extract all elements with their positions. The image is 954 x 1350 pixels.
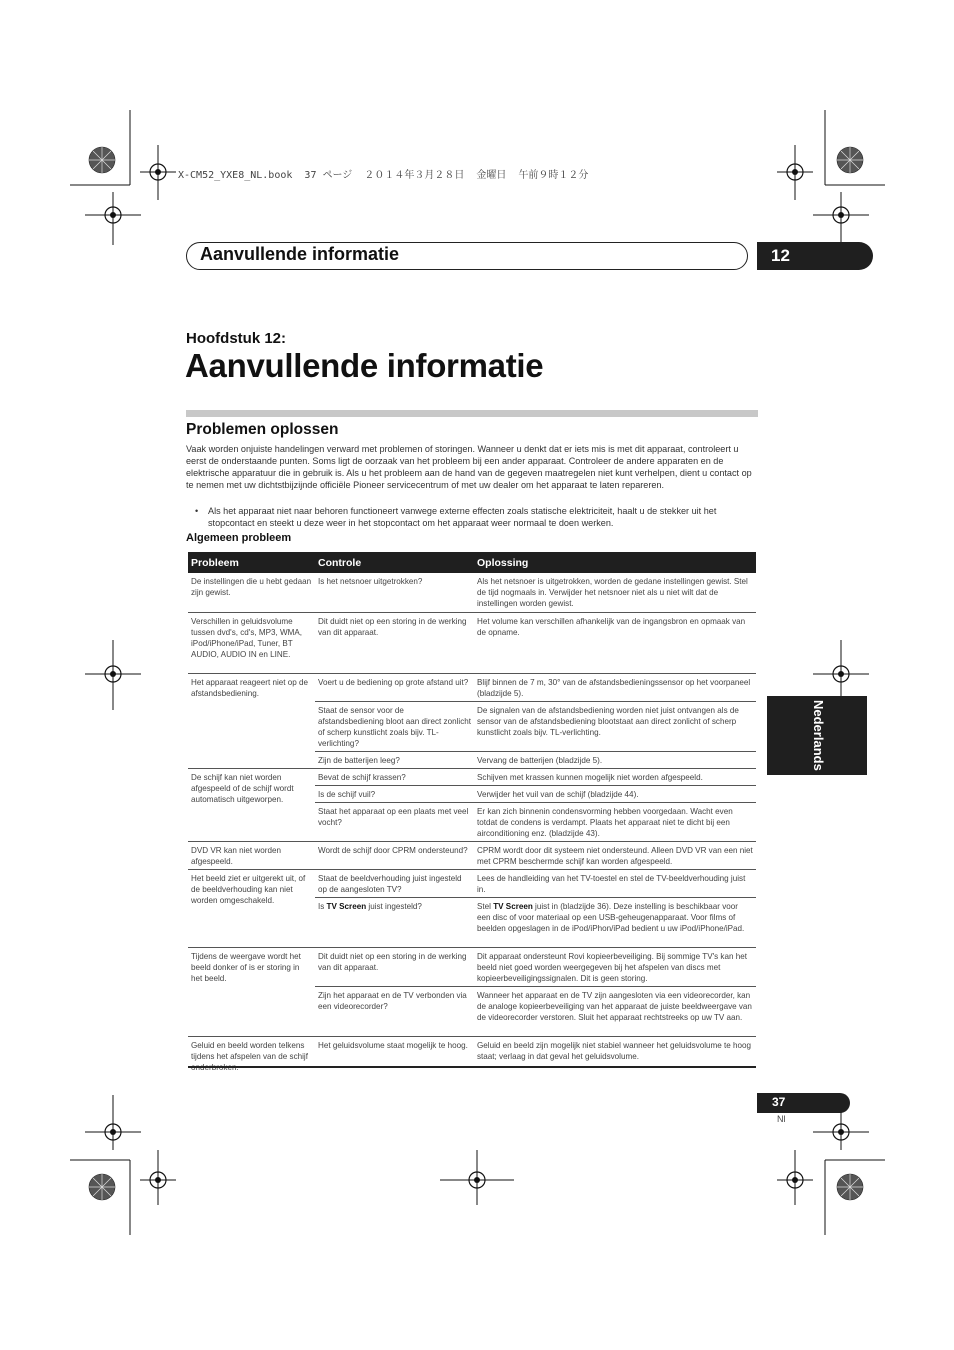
cell-oplossing: Dit apparaat ondersteunt Rovi kopieerbeveiliging. Bij sommige TV's kan het beeld niet goed worden weergegeven bij het afspelen van discs met kopieerbeveiligingssignalen. Dit is geen storing. [474, 947, 756, 986]
bullet-text: Als het apparaat niet naar behoren functioneert vanwege externe effecten zoals statische elektriciteit, haalt u de stekker uit het stopcontact en steekt u deze weer in het stopcontact om het apparaat weer normaal te doen werken. [208, 506, 717, 528]
table-row [188, 751, 756, 768]
cell-controle: Is het netsnoer uitgetrokken? [318, 577, 423, 586]
setting-name: TV Screen [493, 901, 533, 911]
chapter-label: Hoofdstuk 12: [186, 330, 287, 347]
column-header-probleem: Probleem [188, 552, 315, 573]
table-row [188, 612, 756, 673]
cell-oplossing: Verwijder het vuil van de schijf (bladzijde 44). [474, 785, 756, 802]
cell-probleem [188, 701, 315, 751]
table-subtitle: Algemeen probleem [186, 532, 292, 544]
cell-controle: Zijn het apparaat en de TV verbonden via een videorecorder? [315, 986, 474, 1036]
oplossing-text-pre: Stel [477, 901, 494, 911]
cell-controle: Bevat de schijf krassen? [315, 768, 474, 785]
table-row [188, 841, 756, 869]
intro-paragraph: Vaak worden onjuiste handelingen verward met problemen of storingen. Wanneer u denkt dat er iets mis is met dit apparaat, controleert u eerst de onderstaande punten. Soms ligt de oorzaak van het probleem bij een ander apparaat. Controleer de andere apparaten en de elektrische apparatuur die in gebruik is. Als u het probleem aan de hand van de gegeven maatregelen niet kunt verhelpen, dient u contact op te nemen met uw dichtstbijzijnde officiële Pioneer servicecentrum of met uw dealer om het apparaat te laten repareren. [186, 444, 752, 490]
table-row [188, 701, 756, 751]
cell-oplossing: Wanneer het apparaat en de TV zijn aangesloten via een videorecorder, kan de analoge kopieerbeveiliging van het apparaat de juiste beeldweergave van de videorecorder verstoren. Sluit het apparaat rechtstreeks op uw TV aan. [474, 986, 756, 1036]
cell-probleem: Het beeld ziet er uitgerekt uit, of de beeldverhouding kan niet worden omgeschakeld. [188, 869, 315, 947]
controle-text-post: juist ingesteld? [366, 901, 422, 911]
page-title: Aanvullende informatie [185, 347, 544, 384]
cell-controle: Zijn de batterijen leeg? [315, 751, 474, 768]
setting-name: TV Screen [326, 901, 367, 911]
cell-probleem [188, 751, 315, 768]
print-metadata: X-CM52_YXE8_NL.book 37 ページ ２０１４年３月２８日 金曜日 午前９時１２分 [178, 170, 589, 181]
table-row [188, 947, 756, 986]
cell-controle: Wordt de schijf door CPRM ondersteund? [315, 841, 474, 869]
bullet-symbol: • [195, 506, 199, 516]
cell-oplossing: Vervang de batterijen (bladzijde 5). [474, 751, 756, 768]
cell-oplossing: Er kan zich binnenin condensvorming hebben voorgedaan. Wacht even totdat de condens is verdampt. Plaats het apparaat niet te dicht bij een airconditioning enz. (bladzijde 43). [474, 802, 756, 841]
cell-oplossing: Schijven met krassen kunnen mogelijk niet worden afgespeeld. [474, 768, 756, 785]
cell-probleem: Verschillen in geluidsvolume tussen dvd's, cd's, MP3, WMA, iPod/iPhone/iPad, Tuner, BT AUDIO, AUDIO IN en LINE. [188, 612, 315, 673]
table-row [188, 673, 756, 701]
cell-controle: Staat de sensor voor de afstandsbediening bloot aan direct zonlicht of scherp kunstlicht zoals bijv. TL-verlichting? [315, 701, 474, 751]
cell-oplossing: Geluid en beeld zijn mogelijk niet stabiel wanneer het geluidsvolume te hoog staat; verlaag in dat geval het geluidsvolume. [474, 1036, 756, 1075]
header-title: Aanvullende informatie [200, 244, 400, 264]
cell-controle: Het geluidsvolume staat mogelijk te hoog. [315, 1036, 474, 1075]
cell-oplossing: Blijf binnen de 7 m, 30° van de afstandsbedieningssensor op het voorpaneel (bladzijde 5). [474, 673, 756, 701]
cell-oplossing: Het volume kan verschillen afhankelijk van de ingangsbron en opmaak van de opname. [474, 612, 756, 673]
cell-controle: Dit duidt niet op een storing in de werking van dit apparaat. [315, 612, 474, 673]
cell-controle: Is de schijf vuil? [315, 785, 474, 802]
cell-controle: Dit duidt niet op een storing in de werking van dit apparaat. [315, 947, 474, 986]
section-divider [186, 410, 758, 417]
table-row [188, 1036, 756, 1075]
table-row [188, 869, 756, 897]
troubleshooting-table [188, 552, 756, 1075]
cell-probleem: DVD VR kan niet worden afgespeeld. [188, 841, 315, 869]
language-tab [767, 696, 867, 775]
cell-probleem: De schijf kan niet worden afgespeeld of de schijf wordt automatisch uitgeworpen. [188, 768, 315, 841]
page-number: 37 [772, 1095, 786, 1109]
cell-probleem: Tijdens de weergave wordt het beeld donker of is er storing in het beeld. [188, 947, 315, 1036]
cell-probleem: Het apparaat reageert niet op de afstandsbediening. [188, 673, 315, 701]
language-code: Nl [777, 1114, 786, 1124]
column-header-controle: Controle [315, 552, 474, 573]
cell-controle: Staat de beeldverhouding juist ingesteld op de aangesloten TV? [315, 869, 474, 897]
table-bottom-rule [188, 1066, 756, 1068]
cell-oplossing: CPRM wordt door dit systeem niet ondersteund. Alleen DVD VR van een niet met CPRM beschermde schijf kan worden afgespeeld. [474, 841, 756, 869]
cell-controle: Voert u de bediening op grote afstand uit? [315, 673, 474, 701]
chapter-number-badge [757, 242, 873, 270]
controle-text-pre: Is [318, 901, 327, 911]
cell-controle: Staat het apparaat op een plaats met veel vocht? [315, 802, 474, 841]
cell-oplossing: De signalen van de afstandsbediening worden niet juist ontvangen als de sensor van de afstandsbediening blootstaat aan direct zonlicht of scherp kunstlicht zoals bijv. TL-verlichting. [474, 701, 756, 751]
table-row [188, 768, 756, 785]
chapter-number: 12 [771, 246, 790, 265]
cell-oplossing [474, 897, 756, 947]
section-title: Problemen oplossen [186, 421, 339, 438]
oplossing-text-post: juist in (bladzijde 36). Deze instelling is beschikbaar voor een disc of voor materiaal op een USB-geheugenapparaat. Voor films of beelden opgeslagen in de iPod/iPhon/iPad bedient u uw iPod/iPhone/iPad. [477, 901, 745, 933]
language-tab-label: Nederlands [811, 700, 826, 771]
table-row [188, 573, 756, 612]
cell-oplossing: Als het netsnoer is uitgetrokken, worden de gedane instellingen gewist. Stel de tijd nogmaals in. Verwijder het netsnoer niet als u niet wilt dat de instellingen worden gewist. [477, 577, 748, 608]
cell-probleem: Geluid en beeld worden telkens tijdens het afspelen van de schijf [188, 1036, 315, 1075]
page-number-badge [757, 1093, 850, 1113]
cell-oplossing: Lees de handleiding van het TV-toestel en stel de TV-beeldverhouding juist in. [474, 869, 756, 897]
cell-probleem: De instellingen die u hebt gedaan zijn gewist. [191, 577, 312, 597]
table-header-row [188, 552, 756, 573]
cell-controle [315, 897, 474, 947]
column-header-oplossing: Oplossing [474, 552, 756, 573]
